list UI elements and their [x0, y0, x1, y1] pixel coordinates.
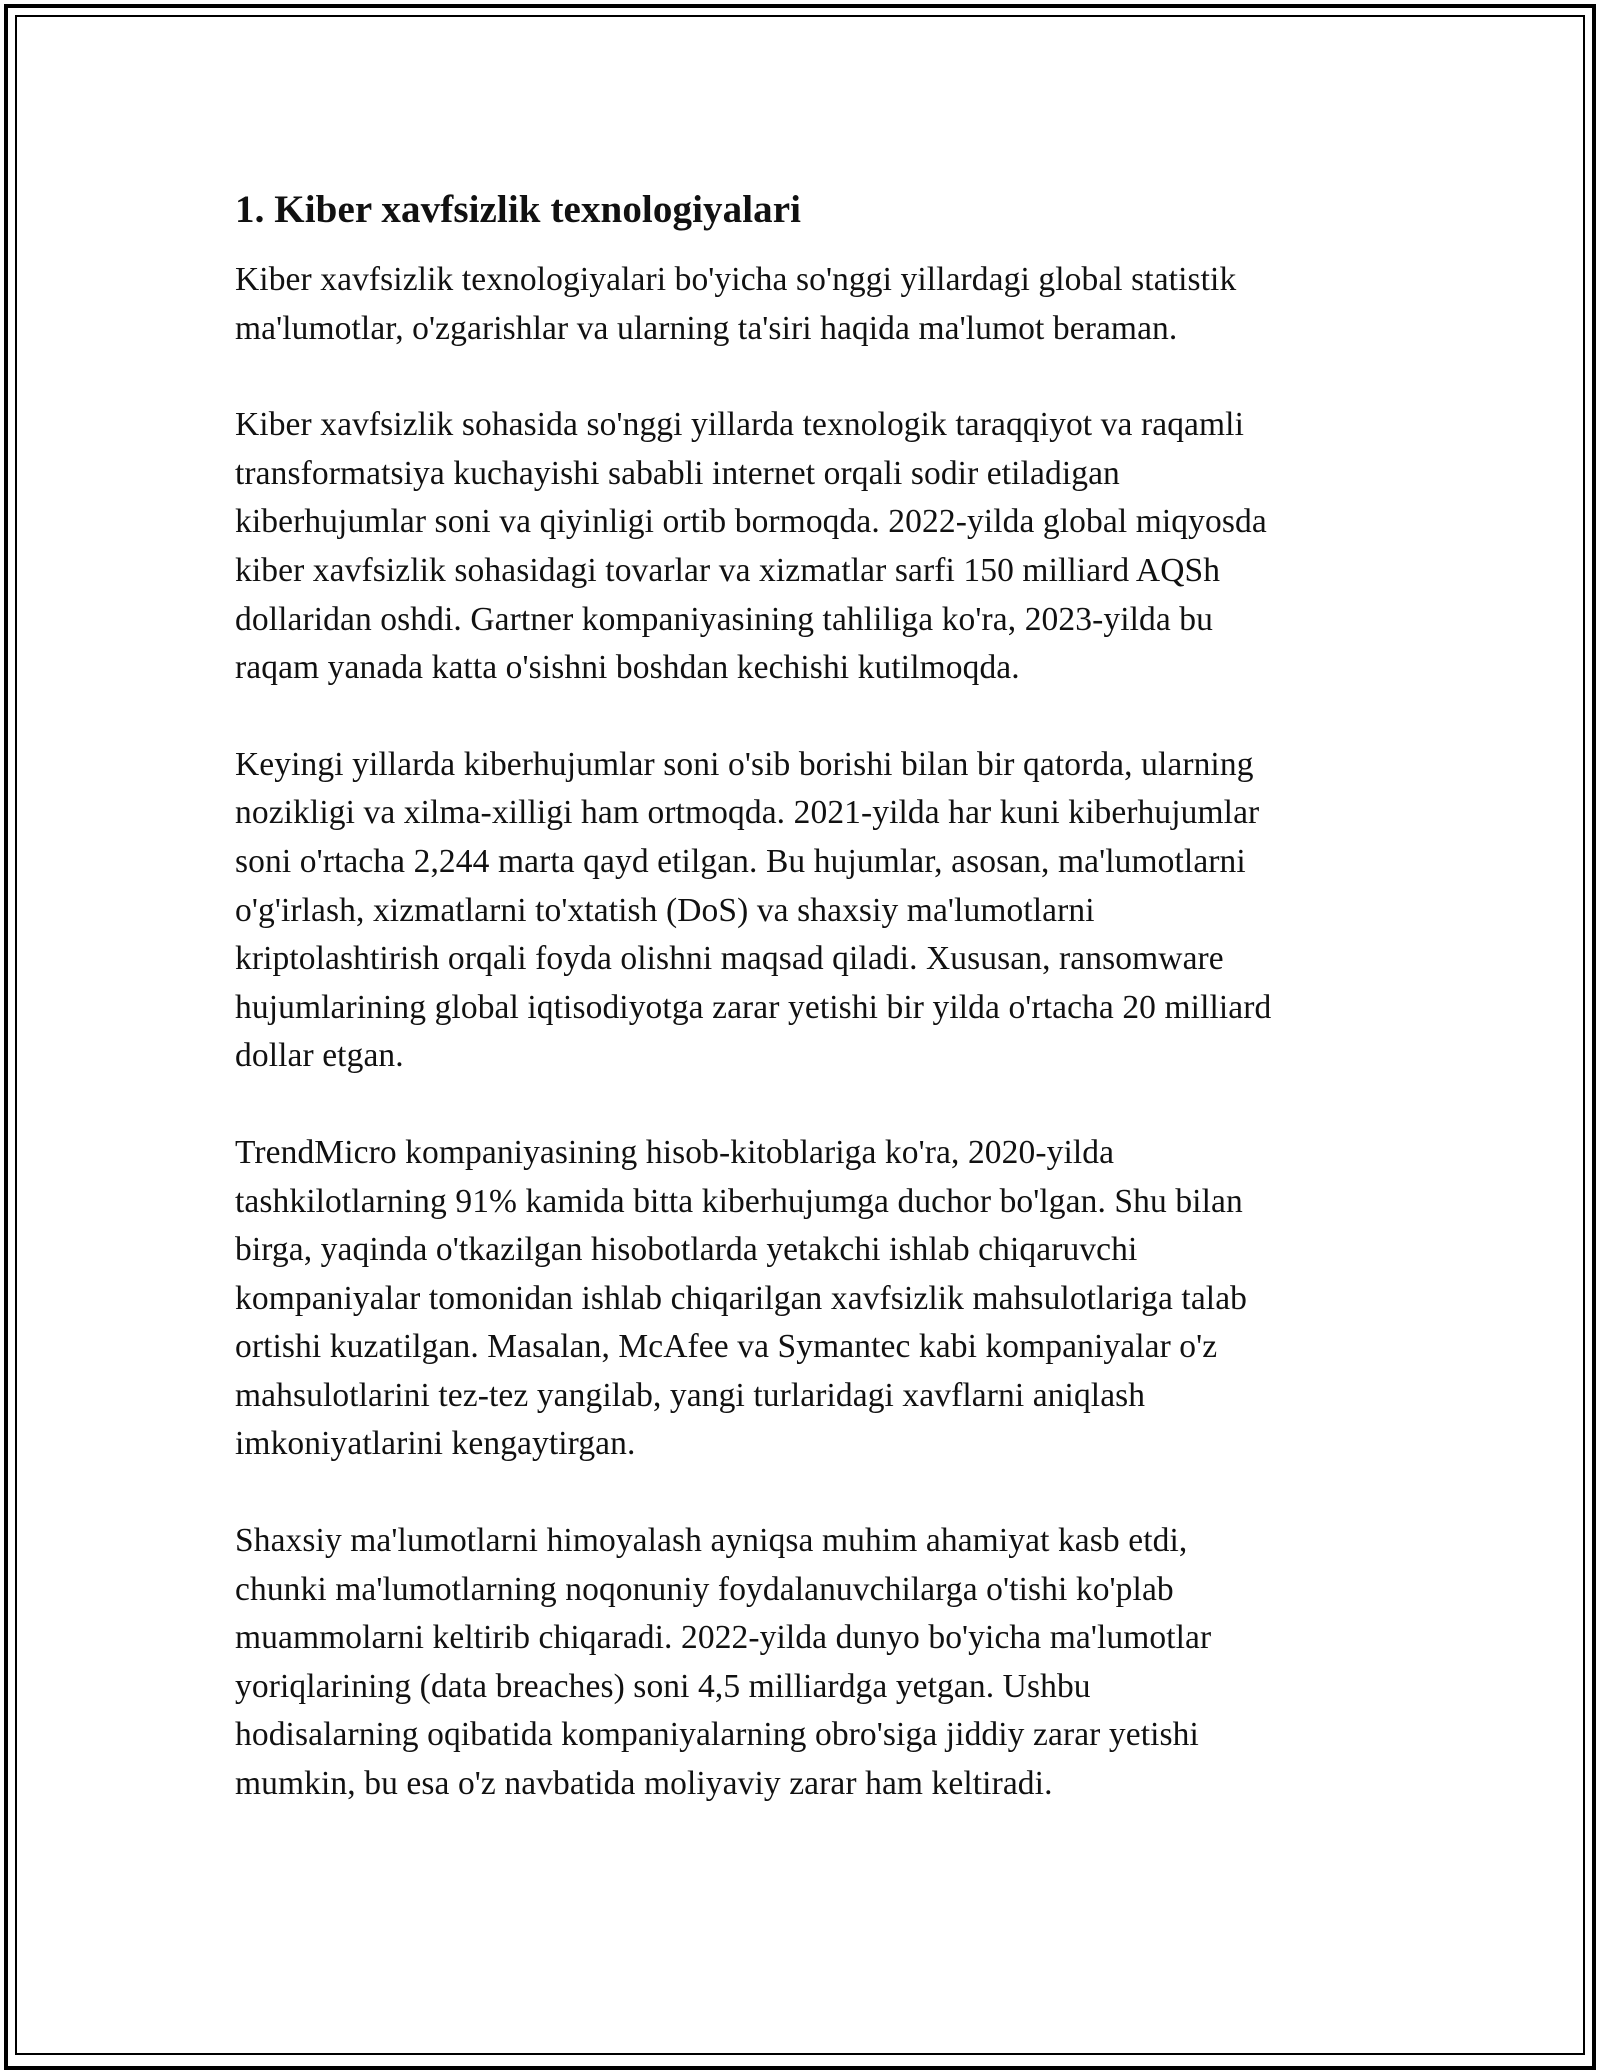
- section-heading: 1. Kiber xavfsizlik texnologiyalari: [235, 188, 802, 231]
- paragraph-attack-trends: Keyingi yillarda kiberhujumlar soni o'sib borishi bilan bir qatorda, ularning nozikligi va xilma-xilligi ham ortmoqda. 2021-yilda har kuni kiberhujumlar soni o'rtacha 2,244 marta qayd etilgan. Bu hujumlar, asosan, ma'lumotlarni o'g'irlash, xizmatlarni to'xtatish (DoS) va shaxsiy ma'lumotlarni kriptolashtirish orqali foyda olishni maqsad qiladi. Xususan, ransomware hujumlarining global iqtisodiyotga zarar yetishi bir yilda o'rtacha 20 milliard dollar etgan.: [235, 745, 1272, 1075]
- paragraph-intro: Kiber xavfsizlik texnologiyalari bo'yicha so'nggi yillardagi global statistik ma'lumotlar, o'zgarishlar va ularning ta'siri haqida ma'lumot beraman.: [235, 261, 1237, 347]
- document-body: [235, 186, 1365, 1857]
- paragraph-market-growth: Kiber xavfsizlik sohasida so'nggi yillarda texnologik taraqqiyot va raqamli transformatsiya kuchayishi sababli internet orqali sodir etiladigan kiberhujumlar soni va qiyinligi ortib bormoqda. 2022-yilda global miqyosda kiber xavfsizlik sohasidagi tovarlar va xizmatlar sarfi 150 milliard AQSh dollaridan oshdi. Gartner kompaniyasining tahliliga ko'ra, 2023-yilda bu raqam yanada katta o'sishni boshdan kechishi kutilmoqda.: [235, 406, 1267, 687]
- paragraph-data-protection: Shaxsiy ma'lumotlarni himoyalash ayniqsa muhim ahamiyat kasb etdi, chunki ma'lumotlarning noqonuniy foydalanuvchilarga o'tishi ko'plab muammolarni keltirib chiqaradi. 2022-yilda dunyo bo'yicha ma'lumotlar yoriqlarining (data breaches) soni 4,5 milliardga yetgan. Ushbu hodisalarning oqibatida kompaniyalarning obro'siga jiddiy zarar yetishi mumkin, bu esa o'z navbatida moliyaviy zarar ham keltiradi.: [235, 1522, 1212, 1803]
- paragraph-organizations: TrendMicro kompaniyasining hisob-kitoblariga ko'ra, 2020-yilda tashkilotlarning 91% kamida bitta kiberhujumga duchor bo'lgan. Shu bilan birga, yaqinda o'tkazilgan hisobotlarda yetakchi ishlab chiqaruvchi kompaniyalar tomonidan ishlab chiqarilgan xavfsizlik mahsulotlariga talab ortishi kuzatilgan. Masalan, McAfee va Symantec kabi kompaniyalar o'z mahsulotlarini tez-tez yangilab, yangi turlaridagi xavflarni aniqlash imkoniyatlarini kengaytirgan.: [235, 1133, 1248, 1463]
